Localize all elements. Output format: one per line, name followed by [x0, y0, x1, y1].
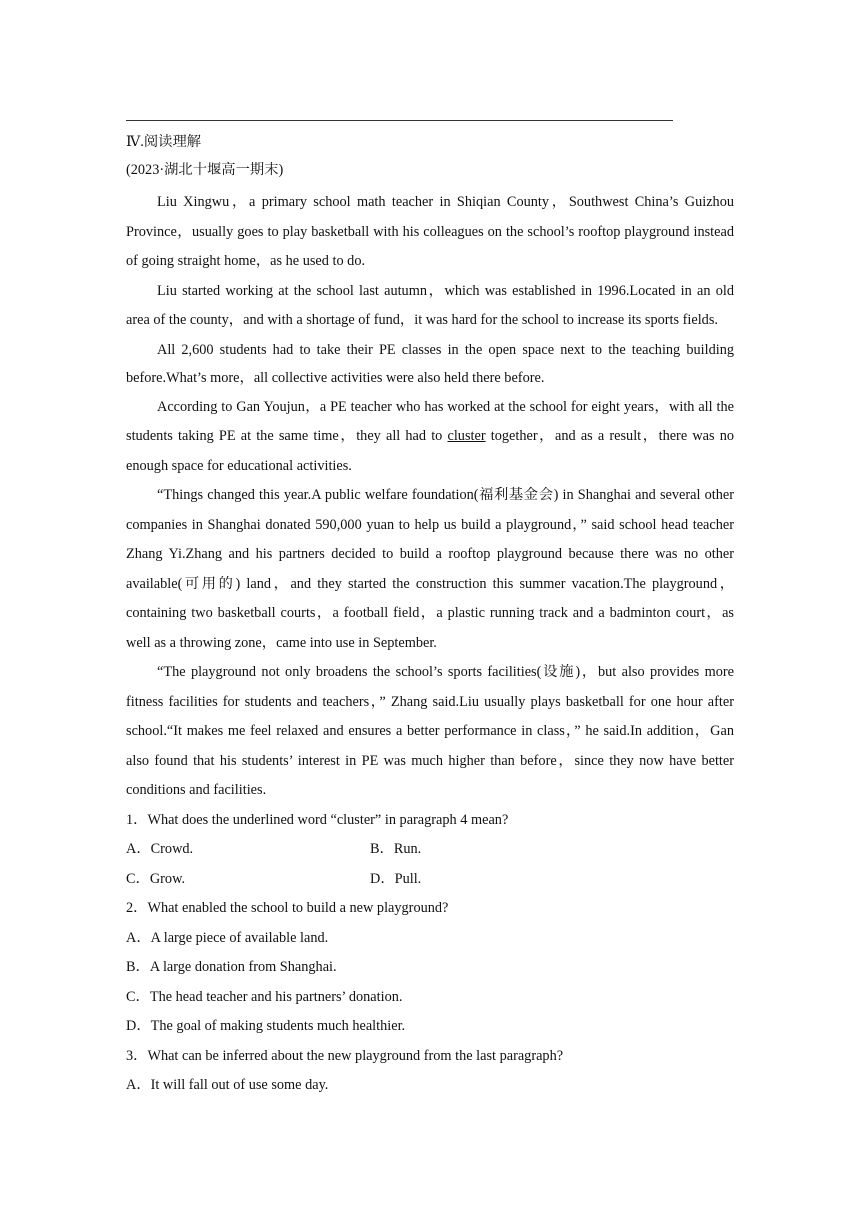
- question-1-options-row-1: [126, 835, 734, 865]
- question-3-stem: 3．What can be inferred about the new playground from the last paragraph?: [126, 1047, 564, 1064]
- question-3-option-a[interactable]: A．It will fall out of use some day.: [126, 1077, 329, 1093]
- section-title: Ⅳ.阅读理解: [126, 134, 202, 150]
- paragraph-4-text-before: According to Gan Youjun，a PE teacher who has worked at the school for eight years，with all the students taking PE at the same time，they all had to: [126, 398, 734, 444]
- question-2-option-c[interactable]: C．The head teacher and his partners’ donation.: [126, 988, 403, 1005]
- passage-paragraph-3: All 2,600 students had to take their PE classes in the open space next to the teaching building before.What’s more，all collective activities were also held there before.: [126, 341, 734, 386]
- passage-paragraph-2: Liu started working at the school last autumn，which was established in 1996.Located in an old area of the county，and with a shortage of fund，it was hard for the school to increase its sports fields.: [126, 282, 734, 328]
- question-2-option-d[interactable]: D．The goal of making students much healthier.: [126, 1018, 406, 1034]
- question-1-option-c[interactable]: C．Grow.: [126, 870, 186, 887]
- paragraph-4-text-after: together，and as a result，there was no enough space for educational activities.: [126, 428, 734, 474]
- question-1-option-b[interactable]: B．Run.: [370, 841, 422, 857]
- question-2-option-b[interactable]: B．A large donation from Shanghai.: [126, 959, 337, 975]
- question-1-options-row-2: [126, 865, 734, 895]
- passage-paragraph-4: [126, 393, 734, 482]
- passage-paragraph-1: Liu Xingwu，a primary school math teacher in Shiqian County，Southwest China’s Guizhou Province，usually goes to play basketball with his colleagues on the school’s rooftop playground instead of going straight home，as he used to do.: [126, 194, 734, 269]
- question-1-stem: 1．What does the underlined word “cluster” in paragraph 4 mean?: [126, 811, 509, 828]
- question-2-option-a[interactable]: A．A large piece of available land.: [126, 929, 329, 946]
- underlined-word: cluster: [447, 428, 486, 444]
- passage-paragraph-6: “The playground not only broadens the school’s sports facilities(设施)，but also provides more fitness facilities for students and teachers，” Zhang said.Liu usually plays basketball for one hour after school.“It makes me feel relaxed and ensures a better performance in class，” he said.In addition，Gan also found that his students’ interest in PE was much higher than before，since they now have better conditions and facilities.: [126, 664, 734, 798]
- reading-section: [126, 128, 734, 1101]
- question-2-stem: 2．What enabled the school to build a new playground?: [126, 900, 449, 916]
- question-1-option-d[interactable]: D．Pull.: [370, 870, 422, 887]
- question-1-option-a[interactable]: A．Crowd.: [126, 841, 194, 857]
- passage-paragraph-5: “Things changed this year.A public welfare foundation(福利基金会) in Shanghai and several other companies in Shanghai donated 590,000 yuan to help us build a playground，” said school head teacher Zhang Yi.Zhang and his partners decided to build a rooftop playground because there was no other available(可用的) land，and they started the construction this summer vacation.The playground，containing two basketball courts，a football field，a plastic running track and a badminton court，as well as a throwing zone，came into use in September.: [126, 487, 734, 651]
- header-rule: [126, 120, 673, 121]
- source-note: (2023·湖北十堰高一期末): [126, 162, 284, 178]
